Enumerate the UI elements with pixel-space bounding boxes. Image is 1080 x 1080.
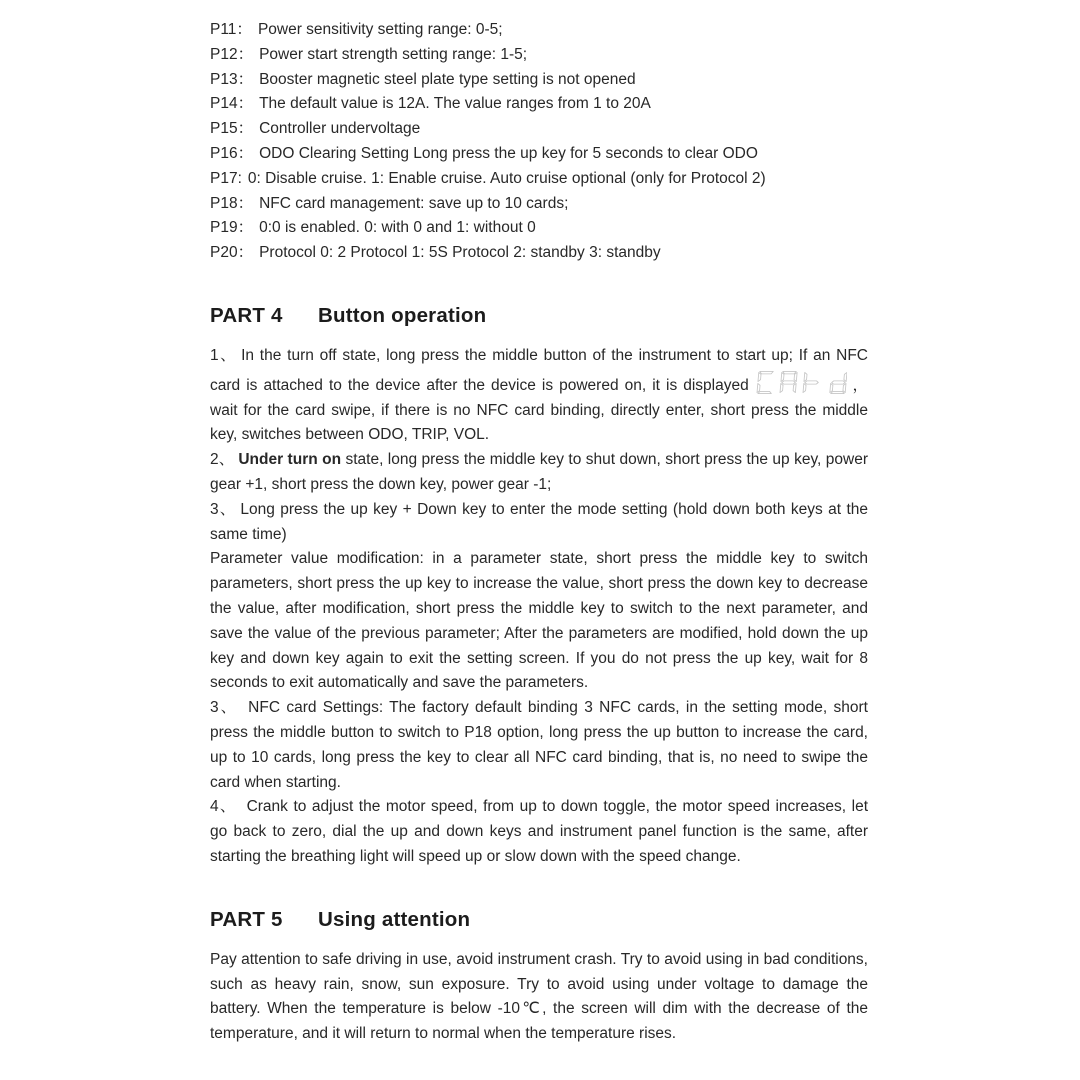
list-number: 2、 xyxy=(210,451,235,469)
param-text: Booster magnetic steel plate type setting is not opened xyxy=(259,70,636,88)
param-row xyxy=(210,216,868,241)
part5-heading xyxy=(210,906,868,934)
param-row xyxy=(210,18,868,43)
item2-text: state, long press the middle key to shut down, short press the up key, power gear +1, short press the down key, power gear -1; xyxy=(210,451,868,493)
param-row xyxy=(210,117,868,142)
item6-text: Crank to adjust the motor speed, from up to down toggle, the motor speed increases, let go back to zero, dial the up and down keys and instrument panel function is the same, after starting the breathing light will speed up or slow down with the speed change. xyxy=(210,798,869,865)
param-list xyxy=(210,18,868,266)
param-text: Controller undervoltage xyxy=(259,120,421,138)
list-number: 3、 xyxy=(210,699,239,717)
param-id: P16： xyxy=(210,144,254,162)
item5-text: NFC card Settings: The factory default binding 3 NFC cards, in the setting mode, short press the middle button to switch to P18 option, long press the up button to increase the card, up to 10 cards, long press the key to clear all NFC card binding, that is, no need to swipe the card when starting. xyxy=(210,699,868,791)
param-row xyxy=(210,241,868,266)
param-text: 0: Disable cruise. 1: Enable cruise. Auto cruise optional (only for Protocol 2) xyxy=(247,169,766,187)
param-modification-text: Parameter value modification: in a parameter state, short press the middle key to switch parameters, short press the up key to increase the value, short press the down key to decrease the value, after modification, short press the middle key to switch to the next parameter, and save the value of the previous parameter; After the parameters are modified, hold down the up key and down key again to exit the setting screen. If you do not press the up key, wait for 8 seconds to exit automatically and save the parameters. xyxy=(210,550,868,692)
part5-heading-title: Using attention xyxy=(318,907,471,931)
part4-item3 xyxy=(210,498,868,548)
item3-text: Long press the up key + Down key to enter the mode setting (hold down both keys at the same time) xyxy=(210,500,868,543)
part4-body xyxy=(210,344,868,870)
item1-text-after: ， wait for the card swipe, if there is no NFC card binding, directly enter, short press the middle key, switches between ODO, TRIP, VOL. xyxy=(210,376,868,444)
page-content xyxy=(210,18,868,1047)
part4-item5 xyxy=(210,696,868,795)
param-id: P19： xyxy=(210,219,254,237)
param-text: 0:0 is enabled. 0: with 0 and 1: without 0 xyxy=(259,219,536,237)
param-id: P18： xyxy=(210,194,254,212)
param-row xyxy=(210,43,868,68)
part4-heading-title: Button operation xyxy=(318,303,487,327)
param-id: P20： xyxy=(210,244,254,262)
param-id: P12： xyxy=(210,45,254,63)
part4-param-modification xyxy=(210,547,868,696)
list-number: 3、 xyxy=(210,500,237,518)
param-text: ODO Clearing Setting Long press the up key for 5 seconds to clear ODO xyxy=(259,144,758,162)
part4-heading xyxy=(210,302,868,330)
param-row xyxy=(210,68,868,93)
param-text: Power sensitivity setting range: 0-5; xyxy=(257,21,503,38)
param-id: P13： xyxy=(210,70,254,88)
param-text: NFC card management: save up to 10 cards; xyxy=(259,194,569,212)
seven-segment-card-display-icon xyxy=(755,369,847,396)
part4-heading-number: PART 4 xyxy=(210,303,283,327)
part4-item6 xyxy=(210,795,868,869)
param-text: Power start strength setting range: 1-5; xyxy=(259,45,528,63)
param-row xyxy=(210,167,868,192)
param-row xyxy=(210,142,868,167)
param-id: P11： xyxy=(210,21,252,38)
list-number: 4、 xyxy=(210,798,237,816)
param-row xyxy=(210,92,868,117)
part5-heading-number: PART 5 xyxy=(210,907,283,931)
part5-paragraph xyxy=(210,948,868,1047)
part4-item1 xyxy=(210,344,868,448)
part5-body xyxy=(210,948,868,1047)
item1-text-before: In the turn off state, long press the middle button of the instrument to start up; If an NFC card is attached to the device after the device is powered on, it is displayed xyxy=(210,346,869,394)
param-text: Protocol 0: 2 Protocol 1: 5S Protocol 2: standby 3: standby xyxy=(259,244,661,262)
part4-item2 xyxy=(210,448,868,498)
param-id: P17: xyxy=(210,169,242,187)
list-number: 1、 xyxy=(210,346,238,364)
param-id: P15： xyxy=(210,120,254,138)
param-text: The default value is 12A. The value ranges from 1 to 20A xyxy=(259,95,651,113)
part5-text: Pay attention to safe driving in use, avoid instrument crash. Try to avoid using in bad conditions, such as heavy rain, snow, sun exposure. Try to avoid using under voltage to damage the battery. When the temperature is below -10℃, the screen will dim with the decrease of the temperature, and it will return to normal when the temperature rises. xyxy=(210,950,868,1043)
param-row xyxy=(210,192,868,217)
param-id: P14： xyxy=(210,95,254,113)
item2-bold-text: Under turn on xyxy=(238,451,342,469)
